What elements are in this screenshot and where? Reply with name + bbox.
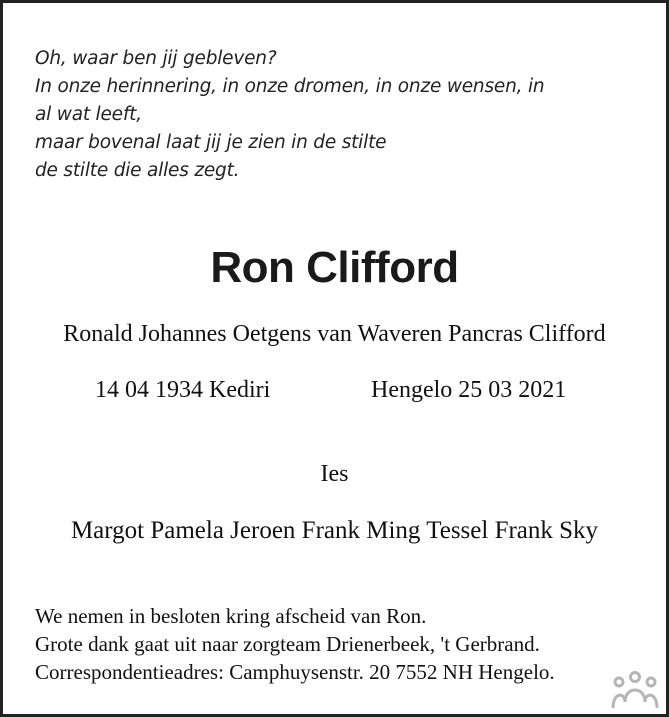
footer-line: Correspondentieadres: Camphuysenstr. 20 7552 NH Hengelo.: [35, 660, 555, 684]
poem: [35, 45, 544, 185]
full-name: Ronald Johannes Oetgens van Waveren Pancras Clifford: [63, 321, 606, 347]
poem-line: In onze herinnering, in onze dromen, in onze wensen, in: [35, 76, 545, 97]
footer-line: We nemen in besloten kring afscheid van Ron.: [35, 604, 427, 628]
children-names: Margot Pamela Jeroen Frank Ming Tessel Frank Sky: [70, 517, 599, 544]
footer-line: Grote dank gaat uit naar zorgteam Drienerbeek, 't Gerbrand.: [35, 632, 540, 656]
poem-line: Oh, waar ben jij gebleven?: [35, 48, 277, 69]
footer-text: [35, 602, 555, 686]
birth-info: 14 04 1934 Kediri: [95, 377, 271, 403]
death-info: Hengelo 25 03 2021: [371, 377, 567, 403]
spouse-name: Ies: [320, 461, 349, 487]
poem-line: al wat leeft,: [35, 104, 142, 125]
poem-line: maar bovenal laat jij je zien in de stilte: [35, 132, 387, 153]
poem-line: de stilte die alles zegt.: [35, 160, 240, 181]
deceased-name: Ron Clifford: [210, 243, 459, 292]
people-group-icon: [610, 670, 660, 710]
